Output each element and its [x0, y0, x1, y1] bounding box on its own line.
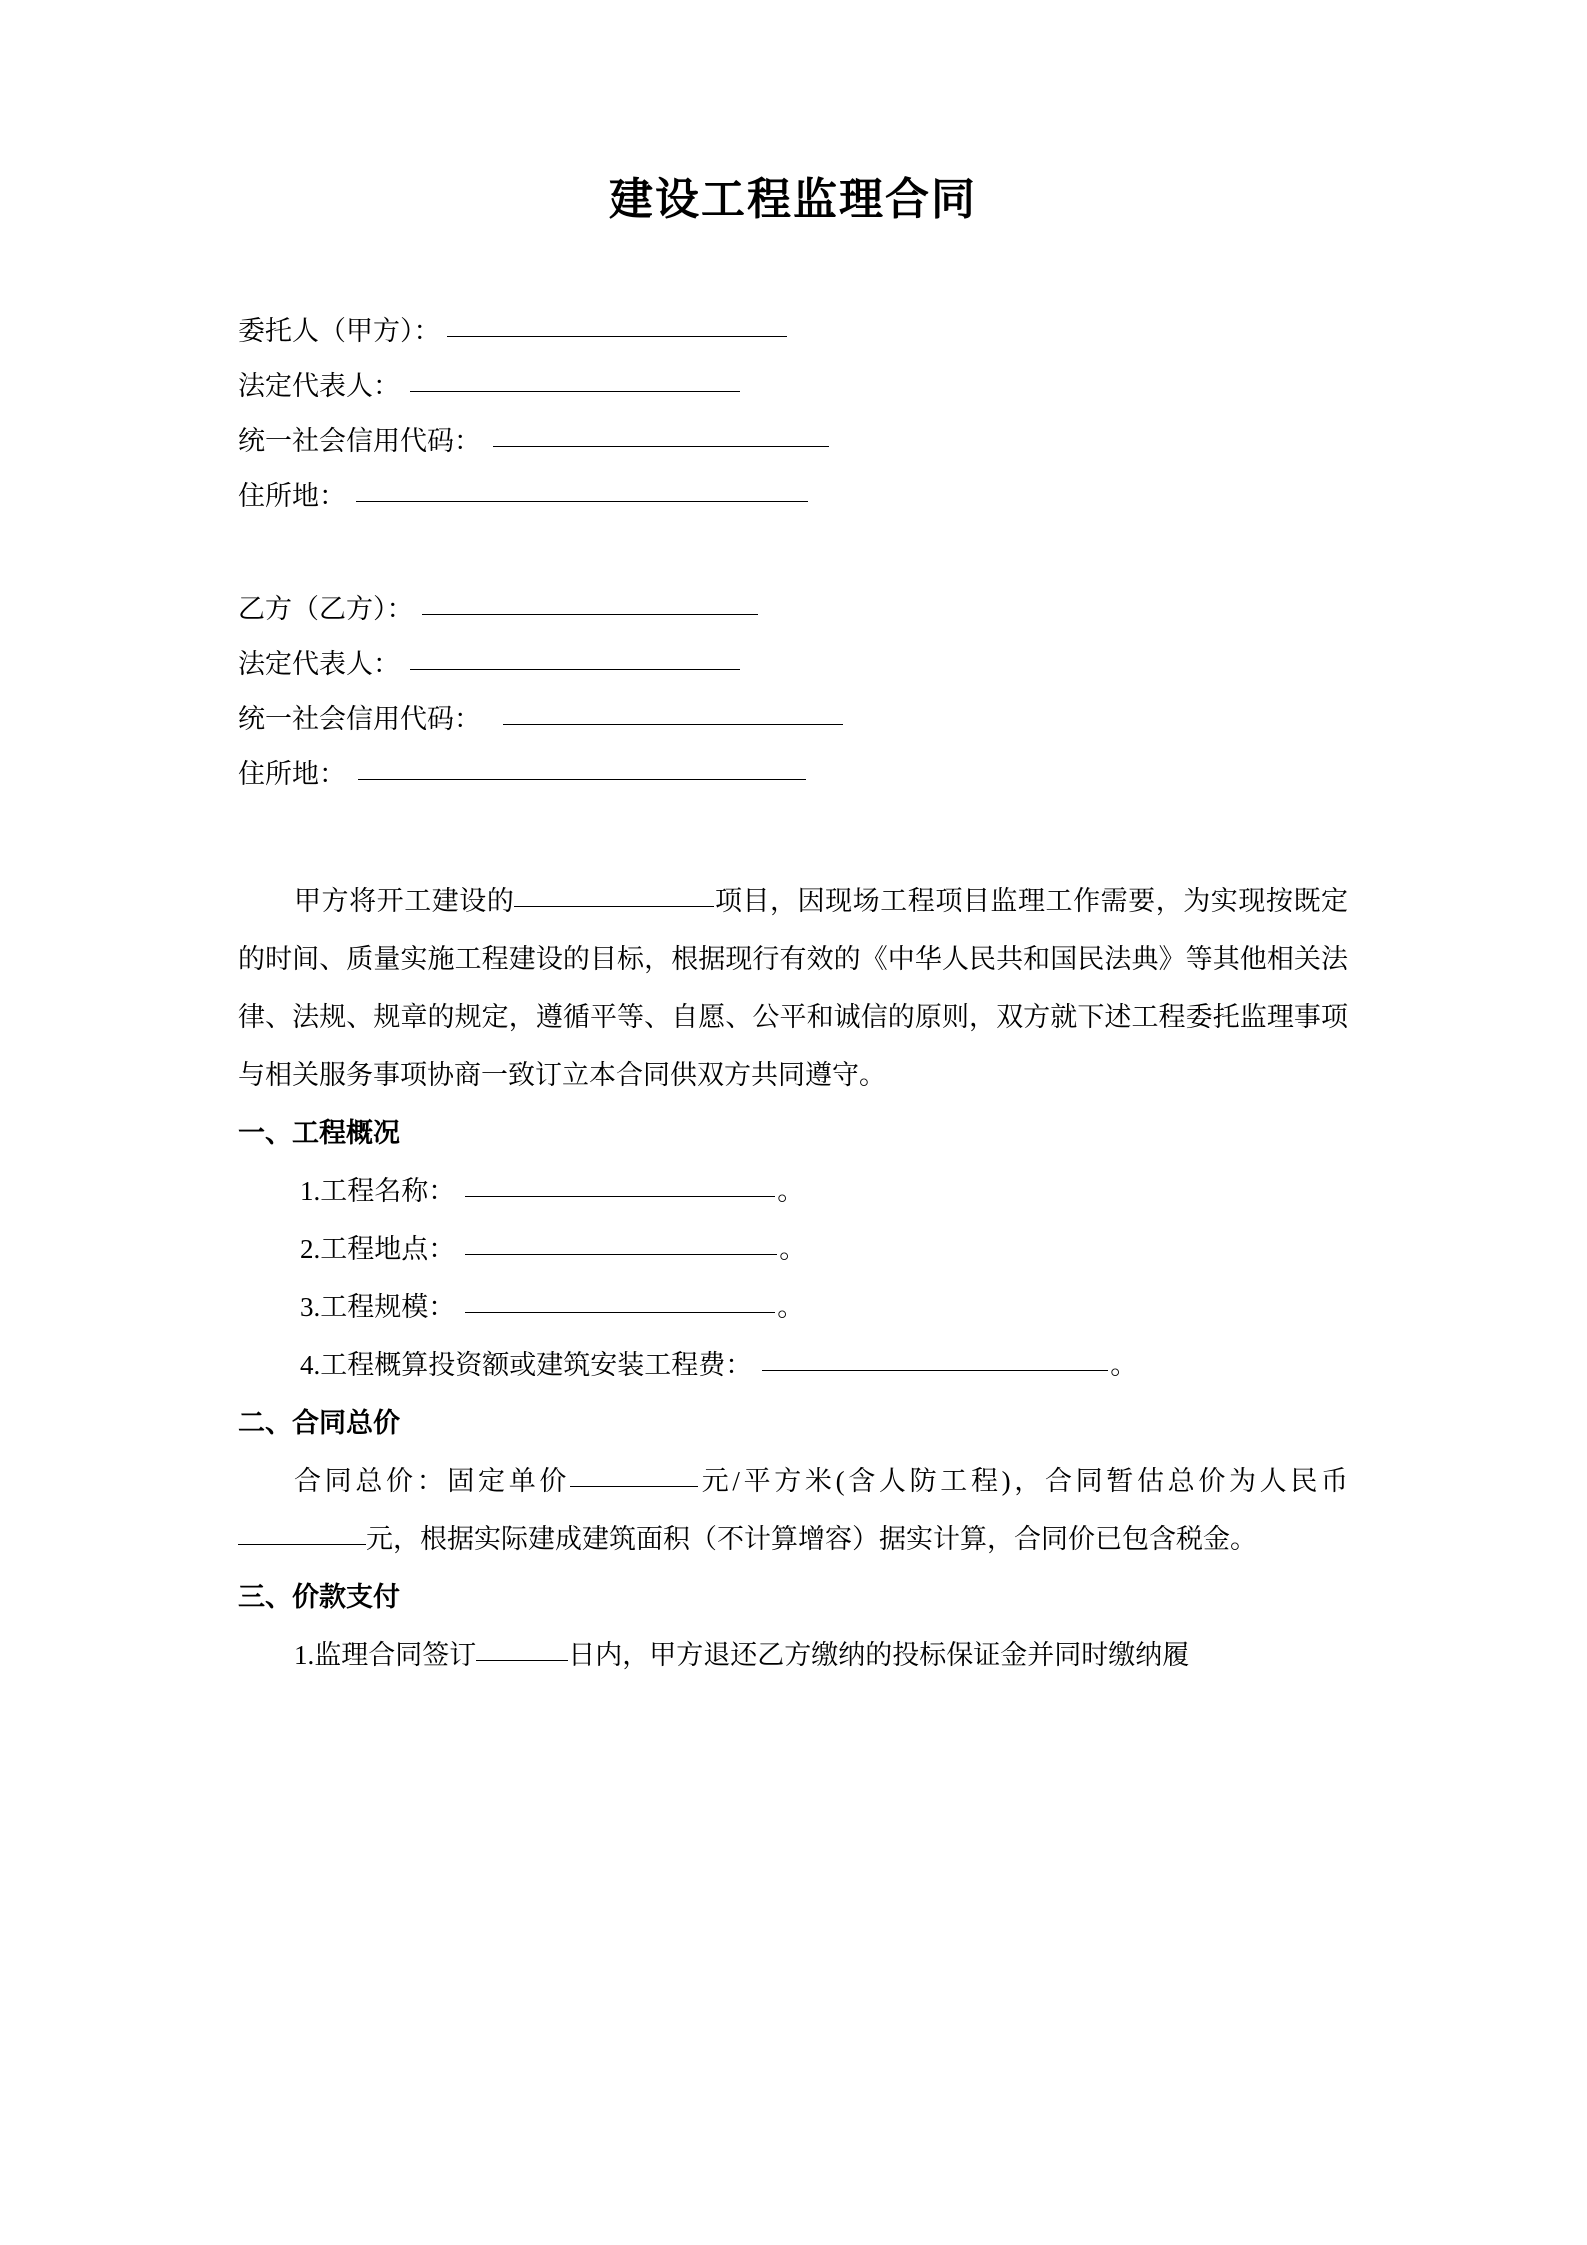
price-text-part3: 元，根据实际建成建筑面积（不计算增容）据实计算，合同价已包含税金。 [366, 1524, 1257, 1554]
party-a-block [238, 222, 1348, 524]
blank-address-b[interactable] [358, 779, 806, 780]
field-address-a [238, 469, 1348, 524]
field-label-legal-representative-a: 法定代表人： [238, 371, 400, 401]
blank-party-b[interactable] [422, 614, 758, 615]
field-credit-code-b [238, 692, 1348, 747]
clause-payment-1 [238, 1626, 1348, 1684]
field-label-credit-code-b: 统一社会信用代码： [238, 704, 481, 734]
field-credit-code-a [238, 414, 1348, 469]
field-entrusting-party [238, 304, 1348, 359]
field-label-entrusting-party: 委托人（甲方）： [238, 316, 441, 346]
preamble-paragraph [238, 802, 1348, 1104]
blank-legal-representative-b[interactable] [410, 669, 740, 670]
blank-payment-days[interactable] [476, 1660, 568, 1661]
party-b-block [238, 524, 1348, 802]
price-text-part2: 元/平方米(含人防工程)，合同暂估总价为人民币 [698, 1466, 1349, 1496]
blank-unit-price[interactable] [570, 1486, 698, 1487]
blank-credit-code-a[interactable] [493, 446, 829, 447]
blank-project-budget-field[interactable] [762, 1370, 1108, 1371]
preamble-text-part2: 项目，因现场工程项目监理工作需要，为实现按既定的时间、质量实施工程建设的目标，根据现行有效的《中华人民共和国民法典》等其他相关法律、法规、规章的规定，遵循平等、自愿、公平和诚信的原则，双方就下述工程委托监理事项与相关服务事项协商一致订立本合同供双方共同遵守。 [238, 886, 1349, 1090]
item-label-project-budget: 4.工程概算投资额或建筑安装工程费： [300, 1350, 753, 1380]
item-label-project-name: 1.工程名称： [300, 1176, 456, 1206]
field-label-address-a: 住所地： [238, 481, 346, 511]
field-party-b [238, 582, 1348, 637]
blank-project-location-field[interactable] [465, 1254, 777, 1255]
section-heading-total-contract-price: 二、合同总价 [238, 1408, 400, 1438]
field-address-b [238, 747, 1348, 802]
document-content [238, 0, 1348, 1684]
blank-project-scale-field[interactable] [465, 1312, 775, 1313]
item-project-budget [238, 1336, 1348, 1394]
section-heading-payment: 三、价款支付 [238, 1582, 400, 1612]
payment-text-part1: 1.监理合同签订 [294, 1640, 477, 1670]
paragraph-total-contract-price [238, 1452, 1348, 1568]
field-legal-representative-b [238, 637, 1348, 692]
field-legal-representative-a [238, 359, 1348, 414]
blank-entrusting-party[interactable] [447, 336, 787, 337]
item-suffix-project-scale: 。 [777, 1292, 805, 1322]
blank-legal-representative-a[interactable] [410, 391, 740, 392]
price-text-part1: 合同总价：固定单价 [294, 1466, 571, 1496]
item-suffix-project-name: 。 [777, 1176, 805, 1206]
section-heading-project-overview: 一、工程概况 [238, 1118, 400, 1148]
blank-project-name[interactable] [514, 906, 714, 907]
field-label-address-b: 住所地： [238, 759, 346, 789]
field-label-credit-code-a: 统一社会信用代码： [238, 426, 481, 456]
blank-project-name-field[interactable] [465, 1196, 775, 1197]
payment-text-part2: 日内，甲方退还乙方缴纳的投标保证金并同时缴纳履 [568, 1640, 1190, 1670]
preamble-text-part1: 甲方将开工建设的 [294, 886, 515, 916]
item-project-name [238, 1162, 1348, 1220]
field-label-legal-representative-b: 法定代表人： [238, 649, 400, 679]
field-label-party-b: 乙方（乙方）： [238, 594, 414, 624]
item-suffix-project-budget: 。 [1110, 1350, 1138, 1380]
blank-address-a[interactable] [356, 501, 808, 502]
page-title: 建设工程监理合同 [609, 175, 977, 224]
item-project-scale [238, 1278, 1348, 1336]
item-label-project-location: 2.工程地点： [300, 1234, 456, 1264]
item-project-location [238, 1220, 1348, 1278]
blank-total-price-rmb[interactable] [238, 1544, 366, 1545]
item-suffix-project-location: 。 [779, 1234, 807, 1264]
item-label-project-scale: 3.工程规模： [300, 1292, 456, 1322]
blank-credit-code-b[interactable] [503, 724, 843, 725]
